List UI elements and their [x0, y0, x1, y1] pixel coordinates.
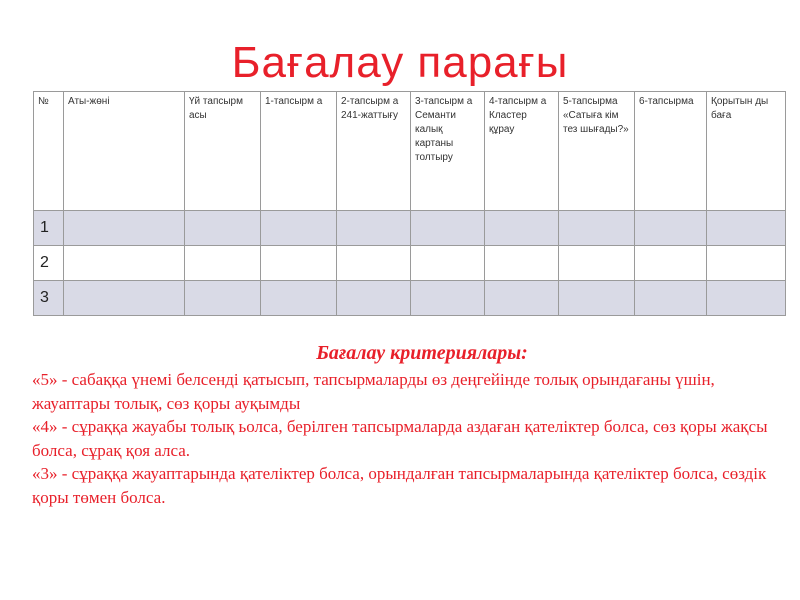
row-number: 2	[34, 246, 64, 281]
criteria-item-3: «3» - сұраққа жауаптарында қателіктер болса, орындалған тапсырмаларында қателіктер болса, сөздік қоры төмен болса.	[32, 464, 767, 507]
table-cell	[707, 246, 786, 281]
header-cell: 4-тапсырм а Кластер құрау	[485, 92, 559, 211]
table-cell	[337, 281, 411, 316]
table-cell	[64, 211, 185, 246]
table-cell	[261, 246, 337, 281]
row-number: 1	[34, 211, 64, 246]
header-cell: Қорытын ды баға	[707, 92, 786, 211]
header-cell: 6-тапсырма	[635, 92, 707, 211]
header-cell: Үй тапсырм асы	[185, 92, 261, 211]
table-row	[34, 281, 786, 316]
table-cell	[261, 211, 337, 246]
table-cell	[559, 246, 635, 281]
header-cell: Аты-жөні	[64, 92, 185, 211]
table-cell	[337, 246, 411, 281]
page-title: Бағалау парағы	[231, 38, 569, 87]
header-cell: 5-тапсырма «Сатыға кім тез шығады?»	[559, 92, 635, 211]
table-header-row	[34, 92, 786, 211]
criteria-item-4: «4» - сұраққа жауабы толық ьолса, берілген тапсырмаларда аздаған қателіктер болса, сөз қоры жақсы болса, сұрақ қоя алса.	[32, 417, 768, 460]
table-cell	[485, 211, 559, 246]
table-cell	[485, 281, 559, 316]
table-cell	[635, 211, 707, 246]
table-cell	[64, 281, 185, 316]
table-cell	[411, 281, 485, 316]
table-cell	[185, 281, 261, 316]
table-cell	[485, 246, 559, 281]
table-cell	[185, 246, 261, 281]
table-cell	[261, 281, 337, 316]
header-cell: 2-тапсырм а 241-жаттығу	[337, 92, 411, 211]
grading-table	[33, 91, 786, 316]
criteria-item-5: «5» - сабаққа үнемі белсенді қатысып, тапсырмаларды өз деңгейінде толық орындағаны үшін, жауаптары толық, сөз қоры ауқымды	[32, 370, 715, 413]
table-cell	[707, 281, 786, 316]
table-cell	[411, 211, 485, 246]
table-cell	[559, 281, 635, 316]
table-cell	[635, 281, 707, 316]
table-cell	[559, 211, 635, 246]
table-row	[34, 246, 786, 281]
table-cell	[64, 246, 185, 281]
header-cell: №	[34, 92, 64, 211]
table-cell	[411, 246, 485, 281]
table-row	[34, 211, 786, 246]
header-cell: 3-тапсырм а Семанти калық картаны толтыру	[411, 92, 485, 211]
table-cell	[635, 246, 707, 281]
header-cell: 1-тапсырм а	[261, 92, 337, 211]
table-cell	[185, 211, 261, 246]
criteria-section	[32, 340, 772, 509]
row-number: 3	[34, 281, 64, 316]
table-cell	[337, 211, 411, 246]
criteria-title: Бағалау критериялары:	[316, 342, 528, 364]
table-cell	[707, 211, 786, 246]
